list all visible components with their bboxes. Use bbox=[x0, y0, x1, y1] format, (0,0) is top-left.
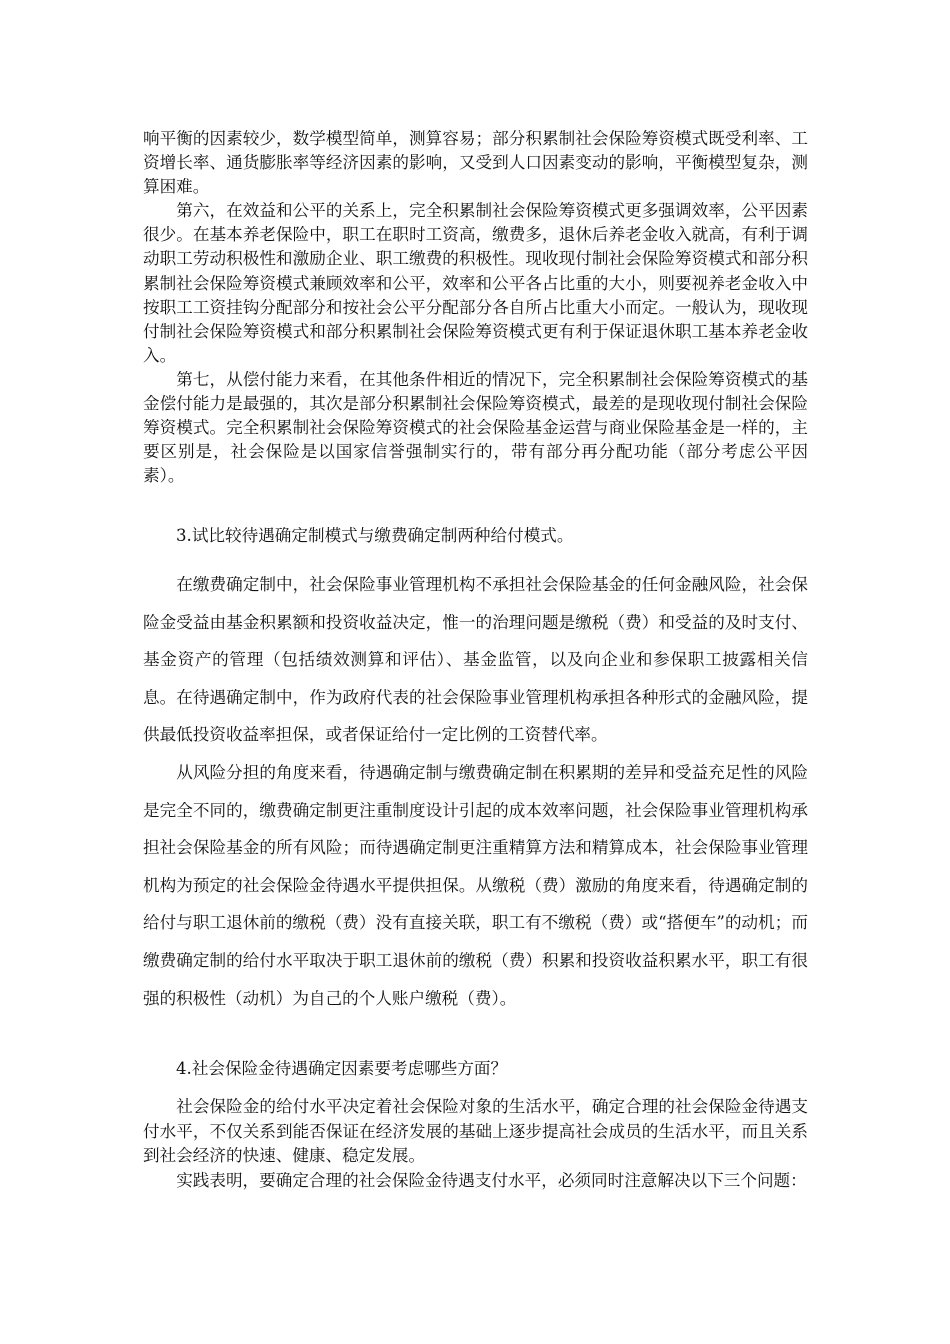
question-3-answer bbox=[143, 566, 808, 1017]
question-4-heading-block bbox=[143, 1057, 808, 1081]
section-continued bbox=[143, 127, 808, 488]
paragraph-continued: 响平衡的因素较少，数学模型简单，测算容易；部分积累制社会保险筹资模式既受利率、工资增长率、通货膨胀率等经济因素的影响，又受到人口因素变动的影响，平衡模型复杂，测算困难。 bbox=[143, 129, 808, 197]
question-4-title: 4.社会保险金待遇确定因素要考虑哪些方面？ bbox=[176, 1059, 508, 1078]
question-4-paragraph-2: 实践表明，要确定合理的社会保险金待遇支付水平，必须同时注意解决以下三个问题： bbox=[176, 1170, 807, 1190]
question-4-answer bbox=[143, 1095, 808, 1193]
question-3-paragraph-1: 在缴费确定制中，社会保险事业管理机构不承担社会保险基金的任何金融风险，社会保险金受益由基金积累额和投资收益决定，惟一的治理问题是缴税（费）和受益的及时支付、基金资产的管理（包括绩效测算和评估）、基金监管，以及向企业和参保职工披露相关信息。在待遇确定制中，作为政府代表的社会保险事业管理机构承担各种形式的金融风险，提供最低投资收益率担保，或者保证给付一定比例的工资替代率。 bbox=[143, 575, 808, 745]
question-3-paragraph-2: 从风险分担的角度来看，待遇确定制与缴费确定制在积累期的差异和受益充足性的风险是完全不同的，缴费确定制更注重制度设计引起的成本效率问题，社会保险事业管理机构承担社会保险基金的所有风险；而待遇确定制更注重精算方法和精算成本，社会保险事业管理机构为预定的社会保险金待遇水平提供担保。从缴税（费）激励的角度来看，待遇确定制的给付与职工退休前的缴税（费）没有直接关联，职工有不缴税（费）或“搭便车”的动机；而缴费确定制的给付水平取决于职工退休前的缴税（费）积累和投资收益积累水平，职工有很强的积极性（动机）为自己的个人账户缴税（费）。 bbox=[143, 762, 808, 1008]
question-3-heading-block bbox=[143, 524, 808, 548]
paragraph-seventh-point: 第七，从偿付能力来看，在其他条件相近的情况下，完全积累制社会保险筹资模式的基金偿付能力是最强的，其次是部分积累制社会保险筹资模式，最差的是现收现付制社会保险筹资模式。完全积累制社会保险筹资模式的社会保险基金运营与商业保险基金是一样的，主要区别是，社会保险是以国家信誉强制实行的，带有部分再分配功能（部分考虑公平因素）。 bbox=[143, 369, 808, 486]
question-3-title: 3.试比较待遇确定制模式与缴费确定制两种给付模式。 bbox=[176, 526, 574, 545]
question-4-paragraph-1: 社会保险金的给付水平决定着社会保险对象的生活水平，确定合理的社会保险金待遇支付水平，不仅关系到能否保证在经济发展的基础上逐步提高社会成员的生活水平，而且关系到社会经济的快速、健康、稳定发展。 bbox=[143, 1097, 808, 1165]
paragraph-sixth-point: 第六，在效益和公平的关系上，完全积累制社会保险筹资模式更多强调效率，公平因素很少。在基本养老保险中，职工在职时工资高，缴费多，退休后养老金收入就高，有利于调动职工劳动积极性和激励企业、职工缴费的积极性。现收现付制社会保险筹资模式和部分积累制社会保险筹资模式兼顾效率和公平，效率和公平各占比重的大小，则要视养老金收入中按职工工资挂钩分配部分和按社会公平分配部分各自所占比重大小而定。一般认为，现收现付制社会保险筹资模式和部分积累制社会保险筹资模式更有利于保证退休职工基本养老金收入。 bbox=[143, 201, 808, 365]
